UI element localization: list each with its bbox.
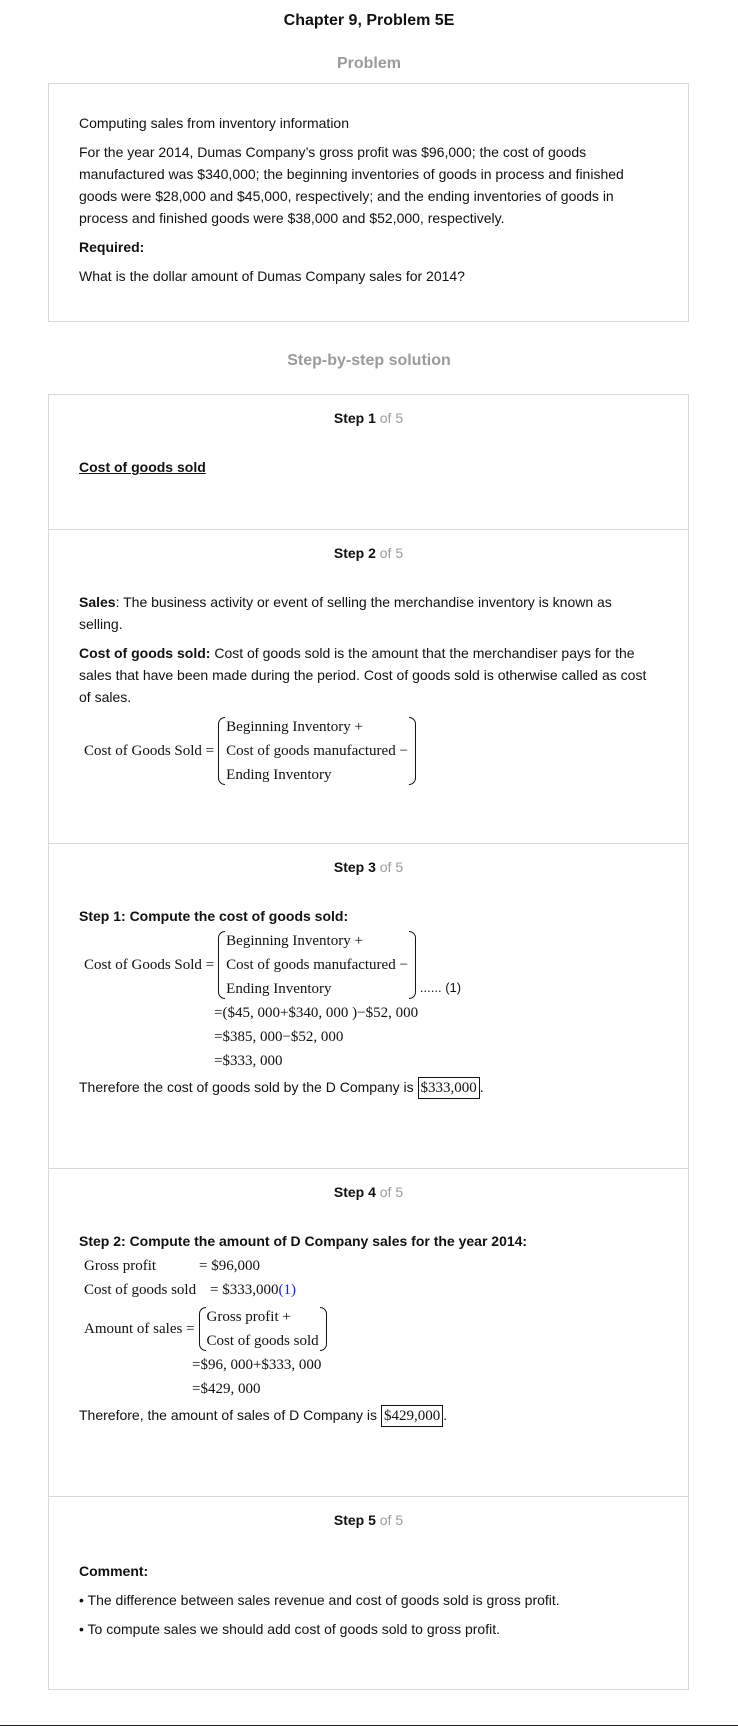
problem-heading: Problem <box>336 55 401 72</box>
page-title: Chapter 9, Problem 5E <box>283 12 455 29</box>
formula-line: Cost of goods sold <box>206 1333 319 1349</box>
cogs-value: = $333,000 <box>210 1282 279 1298</box>
gross-profit-value: = $96,000 <box>199 1258 260 1274</box>
conclusion-text: Therefore the cost of goods sold by the D Company is <box>79 1079 418 1095</box>
conclusion-text: Therefore, the amount of sales of D Company is <box>79 1407 381 1423</box>
step-3-header <box>79 844 658 877</box>
cogs-reference-link[interactable]: (1) <box>278 1282 296 1298</box>
formula-line: Gross profit + <box>206 1309 291 1325</box>
calc-line: =$385, 000−$52, 000 <box>214 1029 344 1045</box>
cogs-definition <box>79 642 658 708</box>
step-1-header <box>79 395 658 428</box>
step-5-of: of 5 <box>379 1512 404 1528</box>
calc-lines <box>214 1001 658 1073</box>
cogs-calculation <box>84 929 658 1073</box>
comment-bullet: • The difference between sales revenue and cost of goods sold is gross profit. <box>79 1592 560 1608</box>
step-2-label: Step 2 <box>333 545 376 561</box>
answer-box: $429,000 <box>381 1405 443 1427</box>
step-1-heading: Cost of goods sold <box>79 459 206 475</box>
formula-line: Beginning Inventory + <box>226 933 363 949</box>
step-1-label: Step 1 <box>333 410 376 426</box>
formula-paren <box>218 929 416 1001</box>
cogs-row <box>84 1278 658 1302</box>
sales-def: : The business activity or event of selling the merchandise inventory is known as selling. <box>79 594 612 632</box>
calc-line: =$429, 000 <box>192 1381 261 1397</box>
sales-term: Sales <box>79 594 116 610</box>
problem-body: For the year 2014, Dumas Company’s gross profit was $96,000; the cost of goods manufactured was $340,000; the beginning inventories of goods in process and finished goods were $28,000 and $45,000, respectively; and the ending inventories of goods in process and finished goods were $38,000 and $52,000, respectively. <box>79 144 624 226</box>
answer-box: $333,000 <box>418 1077 480 1099</box>
sales-calculation <box>84 1254 658 1401</box>
period: . <box>443 1407 448 1423</box>
formula-line: Ending Inventory <box>226 767 332 783</box>
sales-definition <box>79 591 658 635</box>
step-1-of: of 5 <box>379 410 404 426</box>
comment-heading: Comment: <box>79 1563 149 1579</box>
formula-lhs: Amount of sales = <box>84 1321 195 1337</box>
formula-lhs: Cost of Goods Sold = <box>84 743 215 759</box>
gross-profit-row <box>84 1254 658 1278</box>
solution-card <box>48 394 689 1690</box>
solution-heading: Step-by-step solution <box>287 352 451 369</box>
problem-question: What is the dollar amount of Dumas Company sales for 2014? <box>79 268 465 284</box>
step-2 <box>49 529 688 843</box>
formula-paren <box>218 715 416 787</box>
step-3 <box>49 843 688 1168</box>
step-4 <box>49 1168 688 1496</box>
step-3-of: of 5 <box>379 859 404 875</box>
step-3-label: Step 3 <box>333 859 376 875</box>
cogs-formula <box>84 715 658 787</box>
cogs-def: Cost of goods sold is the amount that the merchandiser pays for the sales that have been made during the period. Cost of goods sold is otherwise called as cost of sales. <box>79 645 647 705</box>
formula-lhs: Cost of Goods Sold = <box>84 957 215 973</box>
step-3-heading: Step 1: Compute the cost of goods sold: <box>79 908 349 924</box>
step-5-label: Step 5 <box>333 1512 376 1528</box>
period: . <box>479 1079 484 1095</box>
step-2-header <box>79 530 658 563</box>
step-4-header <box>79 1169 658 1202</box>
step-3-conclusion <box>79 1076 658 1099</box>
problem-card <box>48 83 689 322</box>
calc-lines <box>192 1353 658 1401</box>
calc-line: =$333, 000 <box>214 1053 283 1069</box>
required-label: Required: <box>79 239 145 255</box>
step-1 <box>49 395 688 529</box>
formula-line: Ending Inventory <box>226 981 332 997</box>
step-5-header <box>79 1497 658 1530</box>
problem-subtitle: Computing sales from inventory information <box>79 115 350 131</box>
calc-line: =($45, 000+$340, 000 )−$52, 000 <box>214 1005 419 1021</box>
calc-line: =$96, 000+$333, 000 <box>192 1357 322 1373</box>
formula-line: Beginning Inventory + <box>226 719 363 735</box>
step-2-of: of 5 <box>379 545 404 561</box>
cogs-formula-row <box>84 929 658 1001</box>
step-4-heading: Step 2: Compute the amount of D Company sales for the year 2014: <box>79 1233 528 1249</box>
sales-formula-row <box>84 1305 658 1353</box>
step-4-of: of 5 <box>379 1184 404 1200</box>
gross-profit-label: Gross profit <box>84 1258 157 1274</box>
comment-bullet: • To compute sales we should add cost of goods sold to gross profit. <box>79 1621 500 1637</box>
formula-line: Cost of goods manufactured − <box>226 957 408 973</box>
equation-tag: ...... (1) <box>419 980 462 995</box>
step-4-label: Step 4 <box>333 1184 376 1200</box>
step-5 <box>49 1496 688 1689</box>
cogs-label: Cost of goods sold <box>84 1282 197 1298</box>
formula-line: Cost of goods manufactured − <box>226 743 408 759</box>
cogs-term: Cost of goods sold: <box>79 645 211 661</box>
formula-paren <box>199 1305 327 1353</box>
step-4-conclusion <box>79 1404 658 1427</box>
